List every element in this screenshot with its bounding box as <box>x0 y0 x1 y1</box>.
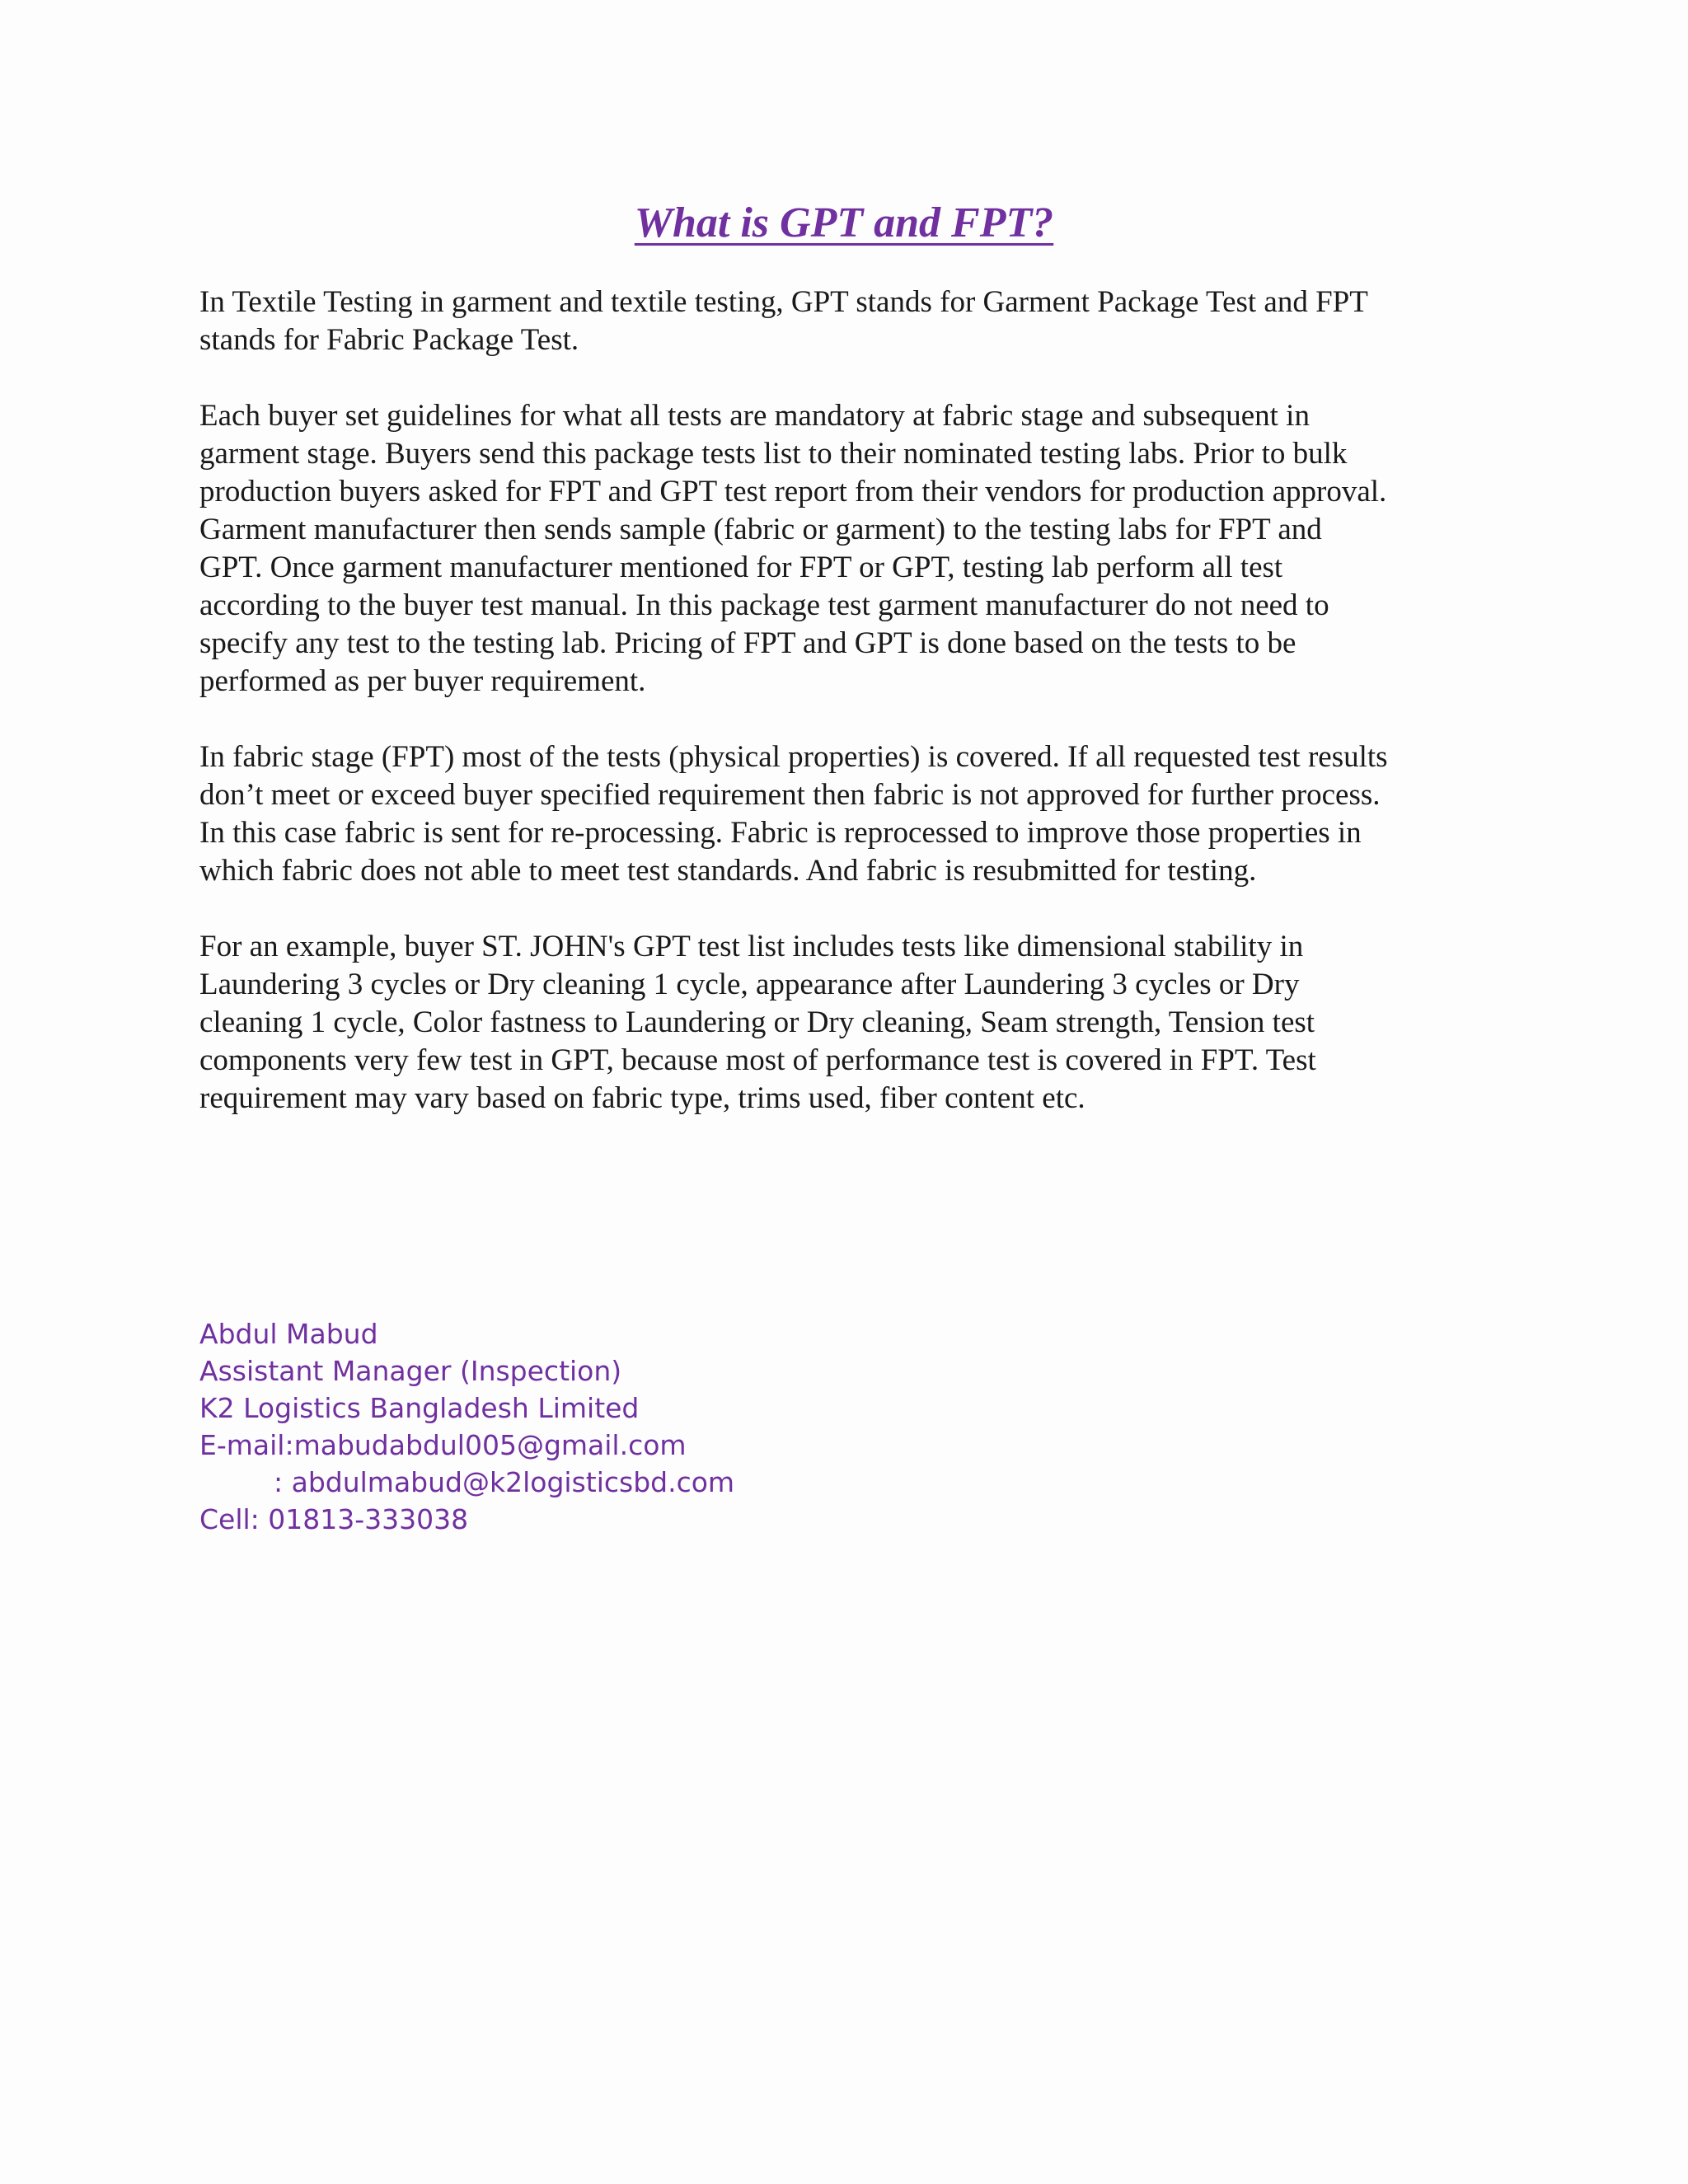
text-line: garment stage. Buyers send this package tests list to their nominated testing labs. Prior to bulk <box>199 437 1348 471</box>
text-line: stands for Fabric Package Test. <box>199 323 579 357</box>
text-line: specify any test to the testing lab. Pricing of FPT and GPT is done based on the tests to be <box>199 626 1296 660</box>
text-line: In this case fabric is sent for re-processing. Fabric is reprocessed to improve those properties in <box>199 816 1362 850</box>
text-line: cleaning 1 cycle, Color fastness to Laundering or Dry cleaning, Seam strength, Tension test <box>199 1005 1315 1039</box>
document-title-text: What is GPT and FPT? <box>634 199 1054 246</box>
signature-email-primary: E-mail:mabudabdul005@gmail.com <box>199 1429 687 1461</box>
signature-email-secondary: : abdulmabud@k2logisticsbd.com <box>274 1466 735 1498</box>
text-line: Each buyer set guidelines for what all tests are mandatory at fabric stage and subsequent in <box>199 399 1310 433</box>
signature-company: K2 Logistics Bangladesh Limited <box>199 1392 640 1424</box>
text-line: which fabric does not able to meet test standards. And fabric is resubmitted for testing. <box>199 854 1257 888</box>
signature-cell: Cell: 01813-333038 <box>199 1503 469 1535</box>
signature-name: Abdul Mabud <box>199 1318 378 1350</box>
text-line: Garment manufacturer then sends sample (fabric or garment) to the testing labs for FPT and <box>199 513 1322 546</box>
signature-block <box>199 1315 734 1538</box>
text-line: In fabric stage (FPT) most of the tests (physical properties) is covered. If all requested test results <box>199 740 1388 774</box>
paragraph-intro <box>199 284 1493 359</box>
text-line: performed as per buyer requirement. <box>199 664 646 698</box>
text-line: don’t meet or exceed buyer specified requirement then fabric is not approved for further process. <box>199 778 1381 812</box>
document-body <box>199 284 1493 1155</box>
text-line: In Textile Testing in garment and textile testing, GPT stands for Garment Package Test and FPT <box>199 285 1368 319</box>
text-line: Laundering 3 cycles or Dry cleaning 1 cycle, appearance after Laundering 3 cycles or Dry <box>199 968 1300 1001</box>
text-line: production buyers asked for FPT and GPT test report from their vendors for production approval. <box>199 475 1387 509</box>
signature-position: Assistant Manager (Inspection) <box>199 1355 622 1387</box>
text-line: requirement may vary based on fabric type, trims used, fiber content etc. <box>199 1081 1085 1115</box>
paragraph-guidelines <box>199 397 1493 701</box>
paragraph-fabric-stage <box>199 738 1493 890</box>
text-line: For an example, buyer ST. JOHN's GPT test list includes tests like dimensional stability in <box>199 930 1304 963</box>
document-title <box>0 194 1688 252</box>
text-line: components very few test in GPT, because most of performance test is covered in FPT. Test <box>199 1043 1316 1077</box>
paragraph-example <box>199 928 1493 1118</box>
text-line: GPT. Once garment manufacturer mentioned for FPT or GPT, testing lab perform all test <box>199 551 1283 584</box>
text-line: according to the buyer test manual. In this package test garment manufacturer do not need to <box>199 588 1329 622</box>
